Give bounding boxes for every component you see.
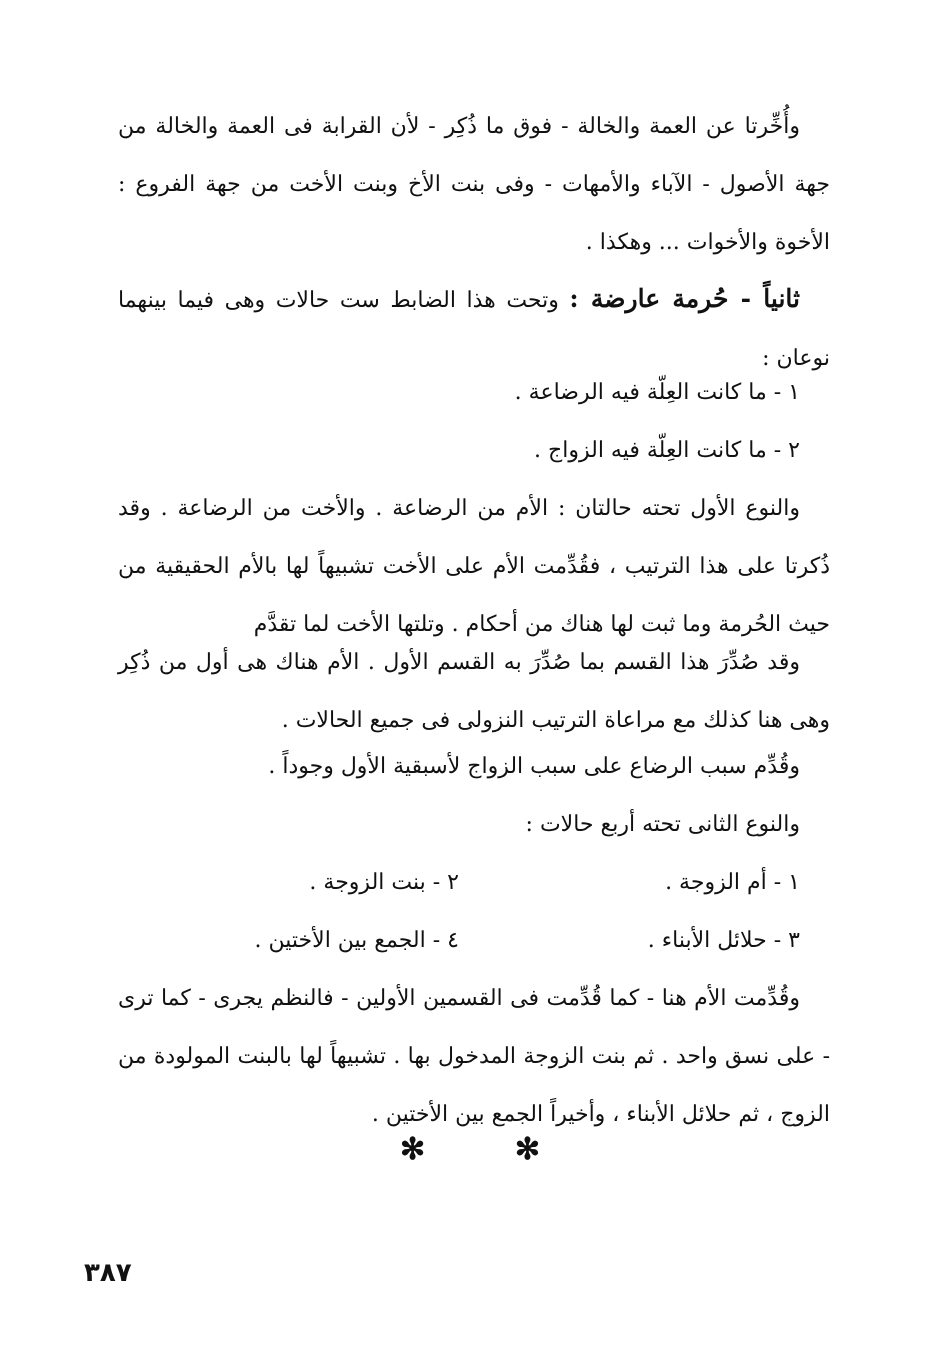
list-2-item-4: ٤ - الجمع بين الأختين . bbox=[254, 928, 459, 953]
paragraph-6-text: والنوع الثانى تحته أربع حالات : bbox=[525, 812, 800, 837]
paragraph-1-text: وأُخِّرتا عن العمة والخالة - فوق ما ذُكِر - لأن القرابة فى العمة والخالة من جهة الأصول - الآباء والأمهات - وفى بنت الأخ وبنت الأخت من جهة الفروع : الأخوة والأخوات ... وهكذا . bbox=[118, 114, 830, 255]
list-1-item-1: ١ - ما كانت العِلّة فيه الرضاعة . bbox=[514, 380, 800, 405]
section-heading: ثانياً - حُرمة عارضة : bbox=[569, 284, 800, 313]
asterism-icon: ✻ bbox=[400, 1132, 426, 1167]
paragraph-4 bbox=[118, 634, 830, 750]
list-1 bbox=[118, 364, 830, 480]
paragraph-5-text: وقُدِّم سبب الرضاع على سبب الزواج لأسبقية الأول وجوداً . bbox=[268, 754, 800, 779]
paragraph-7-text: وقُدِّمت الأم هنا - كما قُدِّمت فى القسمين الأولين - فالنظم يجرى - كما ترى - على نسق واحد . ثم بنت الزوجة المدخول بها . تشبيهاً لها بالبنت المولودة من الزوج ، ثم حلائل الأبناء ، وأخيراً الجمع بين الأختين . bbox=[118, 986, 830, 1127]
paragraph-1 bbox=[118, 98, 830, 272]
paragraph-6 bbox=[118, 796, 830, 854]
list-2-row-2 bbox=[118, 912, 830, 970]
list-2-row-1 bbox=[118, 854, 830, 912]
page-number: ٣٨٧ bbox=[84, 1258, 132, 1288]
list-2 bbox=[118, 854, 830, 970]
list-2-item-1: ١ - أم الزوجة . bbox=[665, 870, 800, 895]
paragraph-5 bbox=[118, 738, 830, 796]
list-2-item-2: ٢ - بنت الزوجة . bbox=[309, 870, 459, 895]
list-2-item-3: ٣ - حلائل الأبناء . bbox=[647, 928, 800, 953]
paragraph-4-text: وقد صُدِّرَ هذا القسم بما صُدِّرَ به القسم الأول . الأم هناك هى أول من ذُكِر وهى هنا كذلك مع مراعاة الترتيب النزولى فى جميع الحالات . bbox=[118, 650, 830, 733]
section-divider bbox=[400, 1132, 540, 1167]
paragraph-2-body: وتحت هذا الضابط ست حالات وهى فيما بينهما نوعان : bbox=[118, 288, 830, 371]
paragraph-3-text: والنوع الأول تحته حالتان : الأم من الرضاعة . والأخت من الرضاعة . وقد ذُكرتا على هذا الترتيب ، فقُدِّمت الأم على الأخت تشبيهاً لها بالأم الحقيقية من حيث الحُرمة وما ثبت لها هناك من أحكام . وتلتها الأخت لما تقدَّم bbox=[118, 496, 830, 637]
list-1-item-2: ٢ - ما كانت العِلّة فيه الزواج . bbox=[534, 438, 800, 463]
paragraph-3 bbox=[118, 480, 830, 654]
asterism-icon: ✻ bbox=[514, 1132, 540, 1167]
paragraph-7 bbox=[118, 970, 830, 1144]
